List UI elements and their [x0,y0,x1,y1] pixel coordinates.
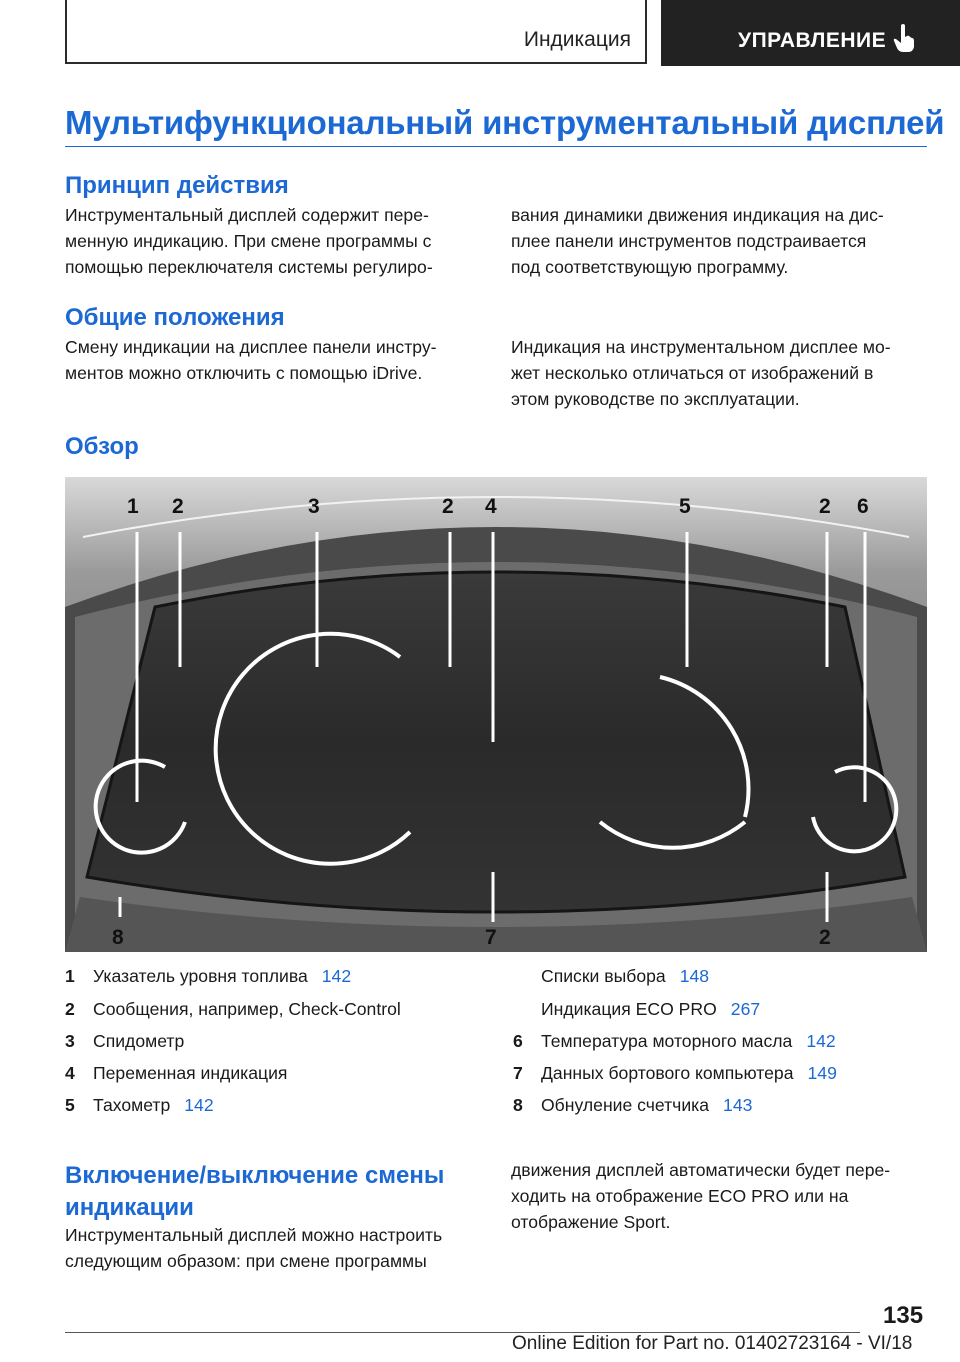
principle-left-text: Инструментальный дисплей содержит пере‐ менную индикацию. При смене программы с помощью переключателя системы регулиро‐ [65,205,433,277]
switching-heading: Включение/выключение смены индикации [65,1162,445,1221]
general-left-text: Смену индикации на дисплее панели инстру‐ ментов можно отключить с помощью iDrive. [65,337,437,383]
callout-1: 1 [127,495,139,518]
section-tab [65,0,647,64]
general-right-text: Индикация на инструментальном дисплее мо‐ жет несколько отличаться от изображений в этом руководстве по эксплуатации. [511,337,891,409]
title-divider [65,146,927,147]
callout-2d: 2 [819,926,831,949]
principle-right-text: вания динамики движения индикация на дис‐ плее панели инструментов подстраивается под соответствующую программу. [511,205,884,277]
instrument-cluster-image [65,477,927,952]
page-link[interactable]: 142 [184,1095,214,1115]
principle-heading: Принцип действия [65,172,289,199]
page-link[interactable]: 149 [807,1063,837,1083]
general-heading: Общие положения [65,304,285,331]
callout-6: 6 [857,495,869,518]
chapter-tab [661,0,960,66]
page-link[interactable]: 142 [806,1031,836,1051]
switching-left-text: Инструментальный дисплей можно настроить следующим образом: при смене программы [65,1225,443,1271]
page-link[interactable]: 148 [679,966,710,986]
callout-2a: 2 [172,495,184,518]
callout-2c: 2 [819,495,831,518]
switching-right-text: движения дисплей автоматически будет пере‐ ходить на отображение ECO PRO или на отображение Sport. [511,1160,891,1232]
page-link[interactable]: 267 [730,999,761,1019]
callout-3: 3 [308,495,320,518]
footer-text: Online Edition for Part no. 01402723164 - VI/18 [512,1333,913,1354]
page-number: 135 [883,1302,924,1329]
callout-2b: 2 [442,495,454,518]
overview-heading: Обзор [65,433,139,460]
hand-pointer-icon [893,23,917,53]
page-title: Мультифункциональный инструментальный дисплей [65,104,945,141]
callout-8: 8 [112,926,124,949]
callout-7: 7 [485,926,497,949]
page-link[interactable]: 142 [321,966,352,986]
section-tab-label: Индикация [523,28,631,51]
callout-5: 5 [679,495,691,518]
callout-4: 4 [485,495,497,518]
chapter-tab-label: УПРАВЛЕНИЕ [738,29,887,52]
page-link[interactable]: 143 [723,1095,753,1115]
